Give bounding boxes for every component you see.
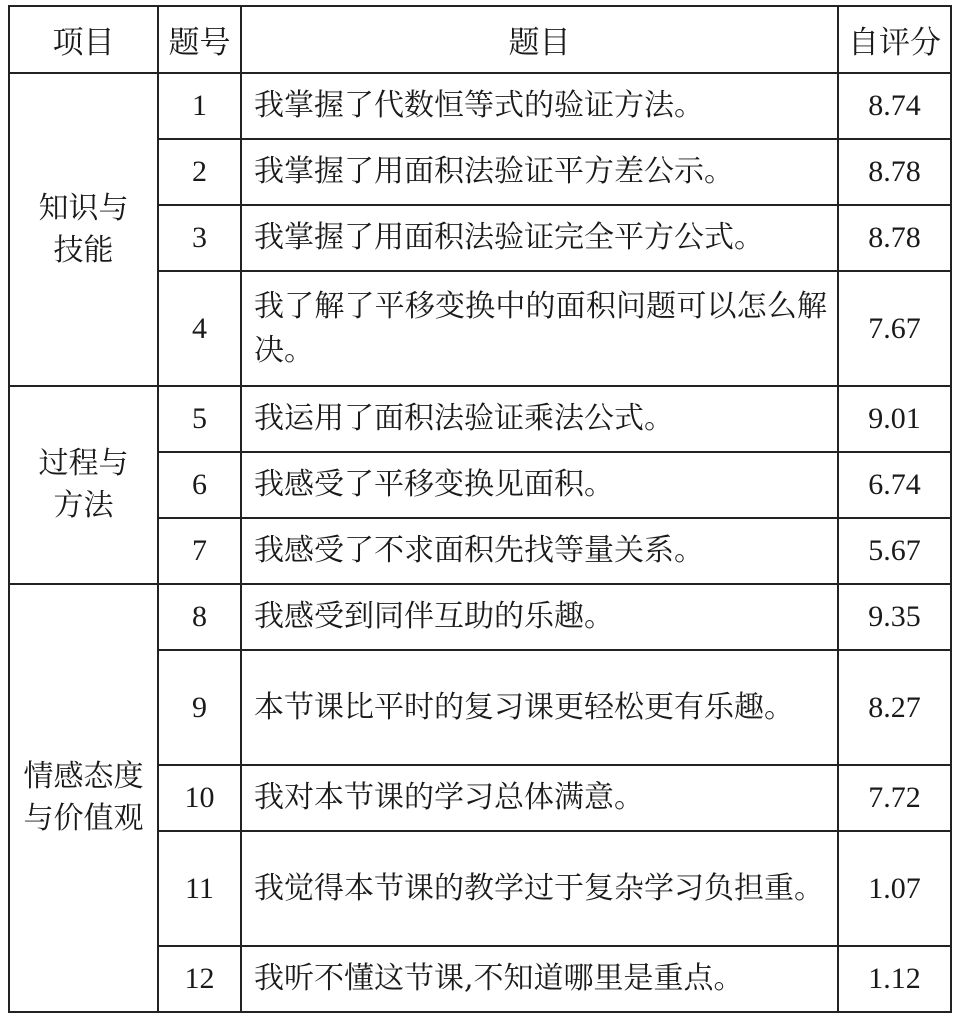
item-score: 9.01 xyxy=(838,386,951,452)
item-text: 我掌握了代数恒等式的验证方法。 xyxy=(241,73,838,139)
item-text: 我觉得本节课的教学过于复杂学习负担重。 xyxy=(241,831,838,946)
header-number: 题号 xyxy=(158,6,241,73)
item-text: 我掌握了用面积法验证平方差公示。 xyxy=(241,139,838,205)
item-number: 9 xyxy=(158,650,241,765)
item-text: 我掌握了用面积法验证完全平方公式。 xyxy=(241,205,838,271)
category-knowledge-skills: 知识与 技能 xyxy=(9,73,158,386)
item-score: 6.74 xyxy=(838,452,951,518)
item-score: 1.07 xyxy=(838,831,951,946)
item-text: 本节课比平时的复习课更轻松更有乐趣。 xyxy=(241,650,838,765)
table-row xyxy=(9,584,951,650)
item-number: 1 xyxy=(158,73,241,139)
table-row xyxy=(9,73,951,139)
category-attitudes-values: 情感态度 与价值观 xyxy=(9,584,158,1012)
item-number: 7 xyxy=(158,518,241,584)
item-text: 我感受了平移变换见面积。 xyxy=(241,452,838,518)
item-score: 8.78 xyxy=(838,205,951,271)
item-number: 2 xyxy=(158,139,241,205)
item-text: 我对本节课的学习总体满意。 xyxy=(241,765,838,831)
item-score: 1.12 xyxy=(838,946,951,1012)
item-number: 6 xyxy=(158,452,241,518)
item-score: 8.74 xyxy=(838,73,951,139)
self-evaluation-table xyxy=(8,5,952,1013)
header-category: 项目 xyxy=(9,6,158,73)
header-row xyxy=(9,6,951,73)
item-text: 我感受到同伴互助的乐趣。 xyxy=(241,584,838,650)
item-score: 5.67 xyxy=(838,518,951,584)
item-score: 7.67 xyxy=(838,271,951,386)
header-item: 题目 xyxy=(241,6,838,73)
item-number: 11 xyxy=(158,831,241,946)
item-score: 8.78 xyxy=(838,139,951,205)
item-number: 3 xyxy=(158,205,241,271)
item-number: 4 xyxy=(158,271,241,386)
item-text: 我了解了平移变换中的面积问题可以怎么解决。 xyxy=(241,271,838,386)
item-score: 7.72 xyxy=(838,765,951,831)
item-text: 我感受了不求面积先找等量关系。 xyxy=(241,518,838,584)
item-text: 我运用了面积法验证乘法公式。 xyxy=(241,386,838,452)
item-number: 10 xyxy=(158,765,241,831)
item-number: 8 xyxy=(158,584,241,650)
item-number: 5 xyxy=(158,386,241,452)
item-text: 我听不懂这节课,不知道哪里是重点。 xyxy=(241,946,838,1012)
category-process-methods: 过程与 方法 xyxy=(9,386,158,584)
header-score: 自评分 xyxy=(838,6,951,73)
item-score: 8.27 xyxy=(838,650,951,765)
item-score: 9.35 xyxy=(838,584,951,650)
item-number: 12 xyxy=(158,946,241,1012)
table-row xyxy=(9,386,951,452)
